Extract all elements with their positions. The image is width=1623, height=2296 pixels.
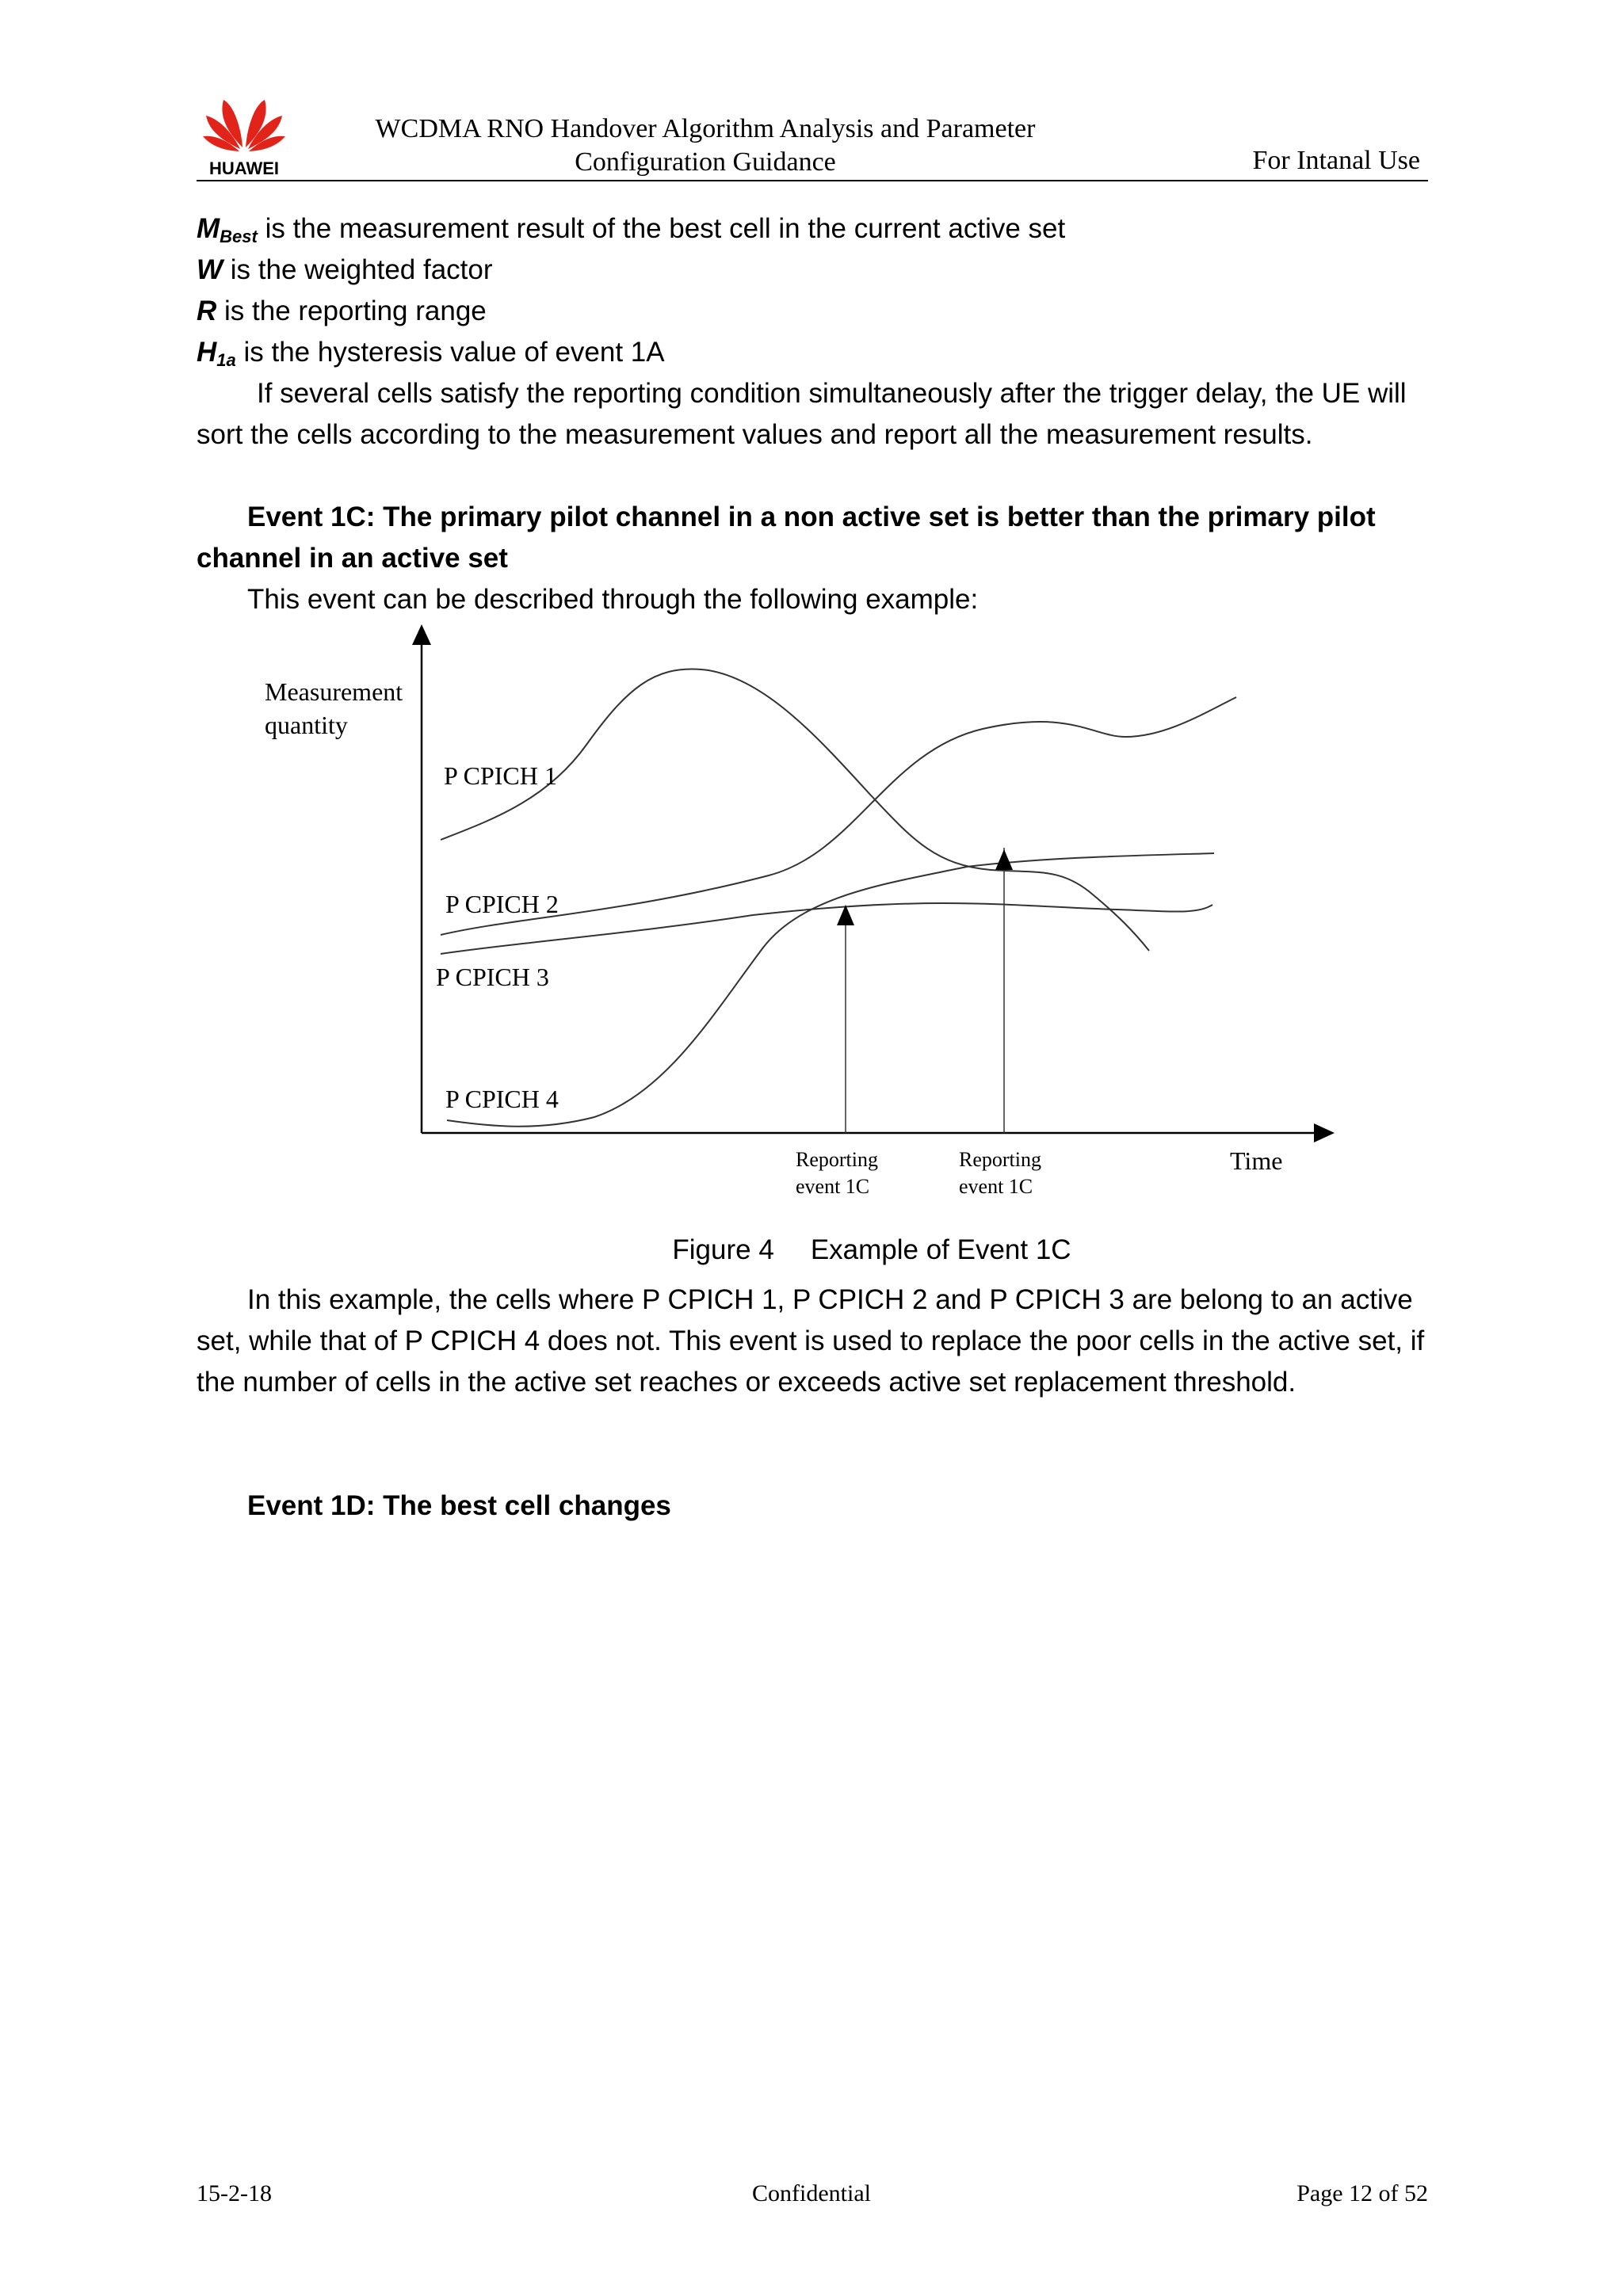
event1c-diagram	[254, 618, 1347, 1204]
huawei-logo	[197, 86, 292, 181]
definition-symbol: M	[197, 213, 220, 244]
caption-number: Figure 4	[672, 1234, 774, 1265]
paragraph-example-explanation: In this example, the cells where P CPICH 1, P CPICH 2 and P CPICH 3 are belong to an active set, while that of P CPICH 4 does not. This event is used to replace the poor cells in the active set, if the number of cells in the active set reaches or exceeds active set replacement threshold.	[197, 1284, 1425, 1398]
curve-label-p-cpich-3: P CPICH 3	[436, 963, 549, 991]
curve-p-cpich-4	[447, 853, 1214, 1127]
curve-p-cpich-2	[441, 697, 1236, 935]
footer-confidentiality: Confidential	[752, 2180, 871, 2206]
curve-label-p-cpich-1: P CPICH 1	[444, 761, 557, 790]
huawei-logo-icon	[197, 86, 292, 181]
logo-wordmark: HUAWEI	[209, 158, 279, 178]
definition-text: is the reporting range	[216, 296, 487, 326]
figure-caption	[555, 1230, 1189, 1271]
y-axis-arrow-icon	[412, 624, 431, 645]
document-title-line1: WCDMA RNO Handover Algorithm Analysis and Parameter	[375, 114, 1036, 143]
paragraph-sorting: If several cells satisfy the reporting condition simultaneously after the trigger delay, the UE will sort the cells according to the measurement values and report all the measurement results.	[197, 378, 1407, 450]
definition-w	[197, 250, 1433, 291]
header-divider	[197, 180, 1428, 181]
document-title-line2: Configuration Guidance	[575, 147, 836, 177]
y-axis-label-line2: quantity	[265, 711, 348, 739]
definition-symbol: H	[197, 337, 217, 368]
reporting-marker-2-arrow-icon	[995, 849, 1013, 870]
curve-label-p-cpich-2: P CPICH 2	[445, 890, 559, 918]
reporting-marker-2-label-line2: event 1C	[959, 1175, 1033, 1198]
definition-r	[197, 291, 1433, 332]
footer-page-number: Page 12 of 52	[1296, 2180, 1428, 2206]
curve-label-p-cpich-4: P CPICH 4	[445, 1085, 559, 1113]
document-title	[341, 113, 1070, 179]
caption-text: Example of Event 1C	[810, 1234, 1071, 1265]
x-axis-label: Time	[1230, 1146, 1283, 1175]
x-axis-arrow-icon	[1314, 1123, 1335, 1142]
definition-text: is the hysteresis value of event 1A	[235, 337, 665, 368]
event1d-heading: Event 1D: The best cell changes	[247, 1490, 671, 1521]
definition-text: is the measurement result of the best cell in the current active set	[257, 213, 1066, 244]
definition-symbol: W	[197, 254, 223, 285]
reporting-marker-2-label-line1: Reporting	[959, 1148, 1041, 1171]
definition-subscript: 1a	[216, 350, 236, 370]
reporting-marker-1-label-line2: event 1C	[796, 1175, 870, 1198]
definition-text: is the weighted factor	[223, 254, 493, 285]
definition-subscript: Best	[220, 227, 258, 246]
usage-label: For Intanal Use	[1252, 146, 1420, 175]
event1c-intro: This event can be described through the following example:	[247, 584, 979, 615]
event1c-heading: Event 1C: The primary pilot channel in a non active set is better than the primary pilot channel in an active set	[197, 502, 1376, 574]
footer-date: 15-2-18	[197, 2180, 272, 2206]
definition-symbol: R	[197, 296, 217, 326]
event1c-figure	[254, 618, 1347, 1204]
y-axis-label-line1: Measurement	[265, 677, 403, 706]
reporting-marker-1-label-line1: Reporting	[796, 1148, 878, 1171]
